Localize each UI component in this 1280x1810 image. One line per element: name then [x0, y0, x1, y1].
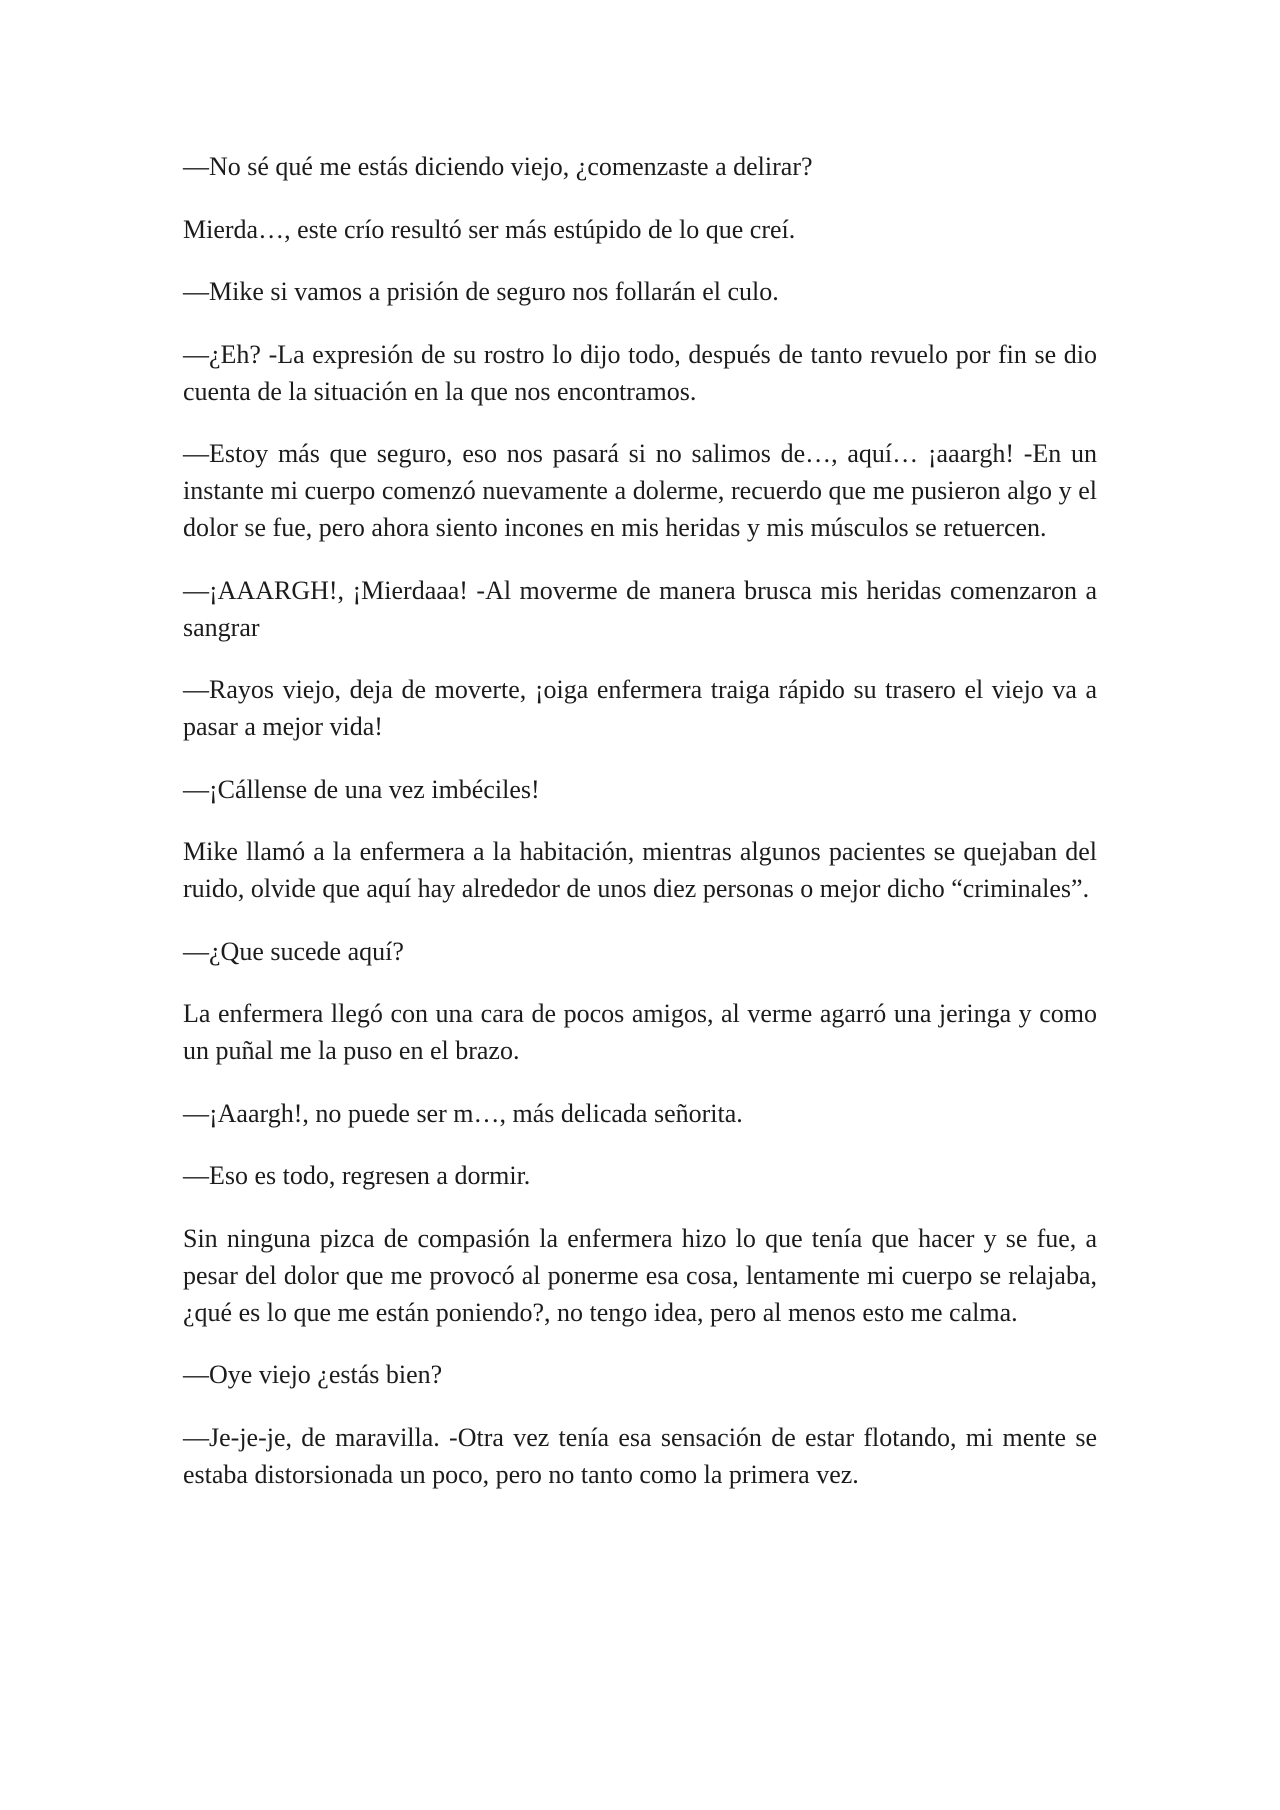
paragraph: Sin ninguna pizca de compasión la enfermera hizo lo que tenía que hacer y se fue, a pesar del dolor que me provocó al ponerme esa cosa, lentamente mi cuerpo se relajaba, ¿qué es lo que me están poniendo?, no tengo idea, pero al menos esto me calma.	[183, 1223, 1097, 1327]
paragraph: —Rayos viejo, deja de moverte, ¡oiga enfermera traiga rápido su trasero el viejo va a pasar a mejor vida!	[183, 675, 1097, 741]
paragraph: —Mike si vamos a prisión de seguro nos follarán el culo.	[183, 277, 779, 306]
paragraph: La enfermera llegó con una cara de pocos amigos, al verme agarró una jeringa y como un puñal me la puso en el brazo.	[183, 999, 1097, 1065]
paragraph: Mike llamó a la enfermera a la habitación, mientras algunos pacientes se quejaban del ruido, olvide que aquí hay alrededor de unos diez personas o mejor dicho “criminales”.	[183, 837, 1097, 903]
paragraph: Mierda…, este crío resultó ser más estúpido de lo que creí.	[183, 214, 796, 244]
paragraph: —¡AAARGH!, ¡Mierdaaa! -Al moverme de manera brusca mis heridas comenzaron a sangrar	[183, 575, 1097, 642]
paragraph: —Estoy más que seguro, eso nos pasará si no salimos de…, aquí… ¡aaargh! -En un instante mi cuerpo comenzó nuevamente a dolerme, recuerdo que me pusieron algo y el dolor se fue, pero ahora siento incones en mis heridas y mis músculos se retuercen.	[183, 439, 1097, 542]
paragraph: —¡Aaargh!, no puede ser m…, más delicada señorita.	[183, 1098, 743, 1128]
paragraph: —¿Que sucede aquí?	[183, 936, 404, 966]
paragraph: —Je-je-je, de maravilla. -Otra vez tenía esa sensación de estar flotando, mi mente se estaba distorsionada un poco, pero no tanto como la primera vez.	[183, 1422, 1097, 1489]
paragraph: —¿Eh? -La expresión de su rostro lo dijo todo, después de tanto revuelo por fin se dio cuenta de la situación en la que nos encontramos.	[183, 339, 1097, 406]
paragraph: —¡Cállense de una vez imbéciles!	[183, 774, 540, 804]
paragraph: —No sé qué me estás diciendo viejo, ¿comenzaste a delirar?	[183, 152, 813, 181]
body-text	[183, 148, 1097, 1518]
paragraph: —Oye viejo ¿estás bien?	[183, 1360, 443, 1389]
paragraph: —Eso es todo, regresen a dormir.	[183, 1161, 531, 1190]
